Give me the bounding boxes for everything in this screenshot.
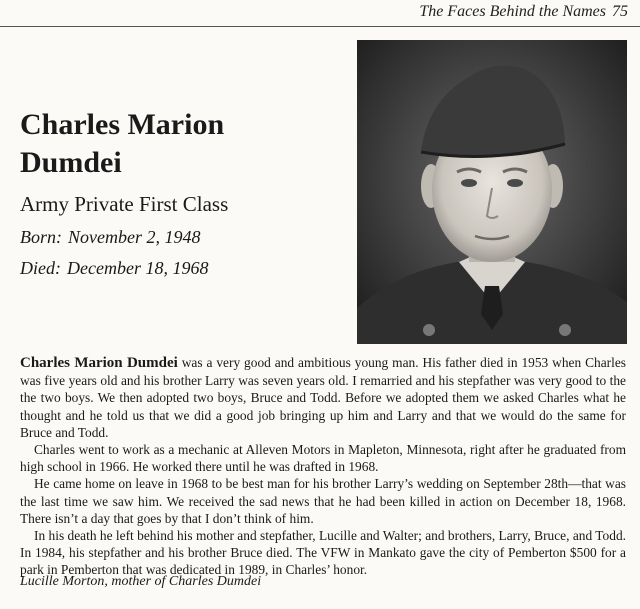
page-number: 75: [612, 3, 628, 20]
born-line: [20, 227, 350, 248]
born-label: Born:: [20, 227, 62, 247]
signature: Lucille Morton, mother of Charles Dumdei: [20, 574, 262, 589]
subject-rank: Army Private First Class: [20, 192, 229, 216]
portrait-photo: [357, 40, 627, 344]
subject-name-line1: Charles Marion: [20, 108, 225, 141]
paragraph-4: In his death he left behind his mother and stepfather, Lucille and Walter; and brothers, Larry, Bruce, and Todd. In 1984, his stepfather and his brother Bruce died. The VFW in Mankato gave the city of Pemberton $500 for a park in Pemberton that was dedicated in 1989, in Charles’ honor.: [20, 528, 626, 578]
subject-title-block: [20, 106, 350, 279]
header-rule: [0, 26, 640, 27]
born-date: November 2, 1948: [68, 227, 201, 247]
subject-name-line2: Dumdei: [20, 146, 122, 179]
paragraph-3: He came home on leave in 1968 to be best man for his brother Larry’s wedding on September 28th—that was the last time we saw him. We received the sad news that he had been killed in action on December 18, 1968. There isn’t a day that goes by that I don’t think of him.: [20, 476, 626, 526]
running-title: The Faces Behind the Names: [419, 3, 606, 20]
died-label: Died:: [20, 258, 61, 278]
running-header: [419, 3, 628, 21]
died-line: [20, 258, 350, 279]
died-date: December 18, 1968: [66, 258, 209, 278]
paragraph-2: Charles went to work as a mechanic at Alleven Motors in Mapleton, Minnesota, right after he graduated from high school in 1966. He worked there until he was drafted in 1968.: [20, 442, 626, 475]
paragraph-1-text: was a very good and ambitious young man. His father died in 1953 when Charles was five years old and his brother Larry was seven years old. I remarried and his stepfather was very good to the the two boys. We then adopted two boys, Bruce and Todd. Before we adopted them we asked Charles what he thought and he told us that we did a good job bringing up him and Larry and that we would do the same for Bruce and Todd.: [20, 355, 626, 440]
paragraph-1: [20, 354, 626, 441]
lead-name: Charles Marion Dumdei: [20, 355, 178, 371]
narrative-body: [20, 354, 626, 579]
subject-name: [20, 106, 350, 182]
